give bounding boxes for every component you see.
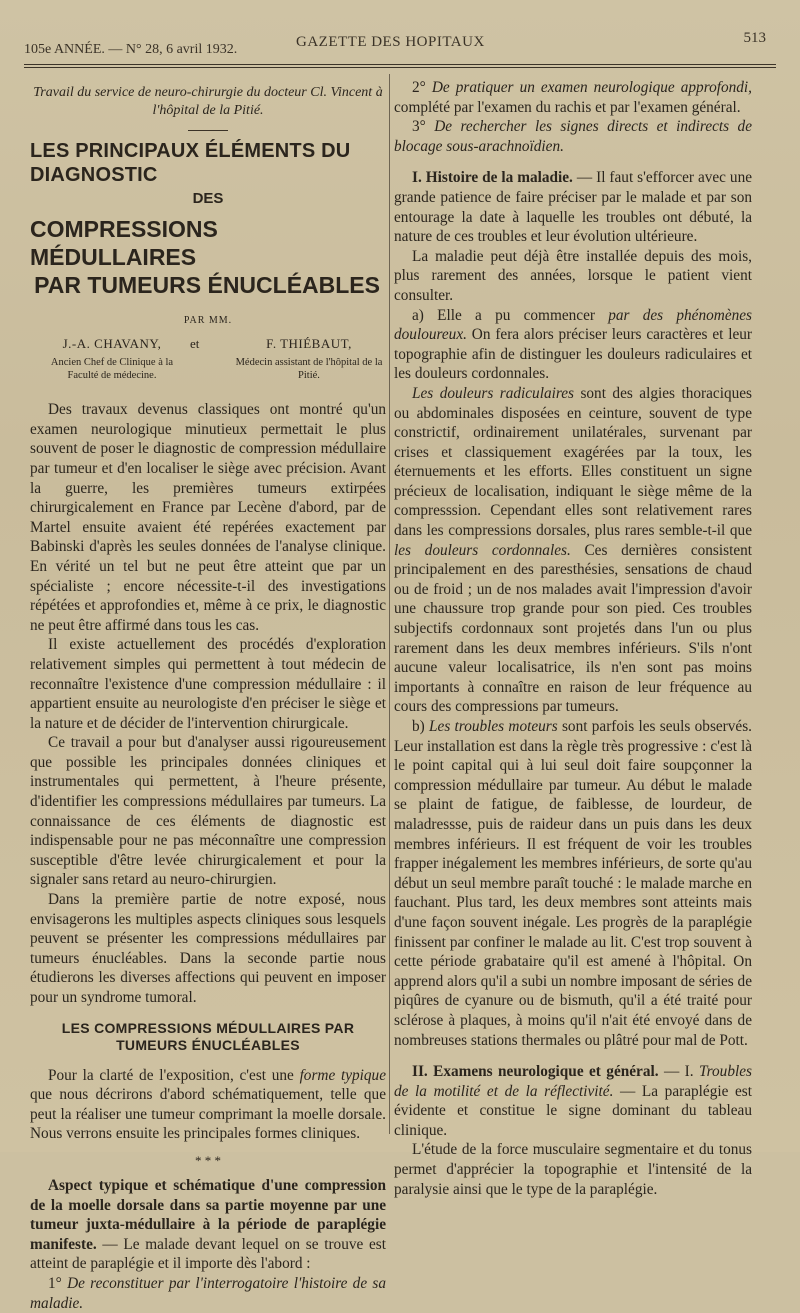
author-1-name: J.-A. CHAVANY, <box>62 336 162 352</box>
article-title-line1: LES PRINCIPAUX ÉLÉMENTS DU DIAGNOSTIC <box>30 140 351 186</box>
page-number: 513 <box>743 30 766 46</box>
paragraph: L'étude de la force musculaire segmentaire et du tonus permet d'apprécier la topographie et l'intensité de la paralysie ainsi que le type de la paraplégie. <box>394 1141 752 1198</box>
paragraph: Il existe actuellement des procédés d'exploration relativement simples qui permettent à tout médecin de reconnaître l'existence d'une compression médullaire : il appartient ensuite au neurologiste d'en préciser le siège et la nature et de décider de l'intervention chirurgicale. <box>30 636 386 732</box>
section-heading: LES COMPRESSIONS MÉDULLAIRES PAR TUMEURS ÉNUCLÉABLES <box>61 1019 355 1053</box>
publication-title: GAZETTE DES HOPITAUX <box>296 34 485 50</box>
list-item-3: 3° De rechercher les signes directs et indirects de blocage sous-arachnoïdien. <box>394 118 752 155</box>
section-stars: * * * <box>195 1152 221 1168</box>
paragraph-examens: II. Examens neurologique et général. — I. Troubles de la motilité et de la réflectivité. — La paraplégie est évidente et constitue le signe dominant du tableau clinique. <box>394 1063 752 1139</box>
article-title-line2: COMPRESSIONS MÉDULLAIRES <box>30 215 218 270</box>
article-title-line3: PAR TUMEURS ÉNUCLÉABLES <box>34 271 380 298</box>
paragraph: Dans la première partie de notre exposé, nous envisagerons les multiples aspects cliniques sous lesquels peuvent se présenter les compressions médullaires par tumeurs énucléables. Dans la seconde partie nous étudierons les diverses affections qui peuvent en imposer pour un syndrome tumoral. <box>30 891 386 1006</box>
author-2 <box>234 334 384 382</box>
author-1-affiliation: Ancien Chef de Clinique à la Faculté de médecine. <box>50 356 174 381</box>
short-rule <box>188 130 228 131</box>
column-divider <box>389 74 390 1134</box>
paragraph-aspect: Aspect typique et schématique d'une compression de la moelle dorsale dans sa partie moyenne par une tumeur juxta-médullaire à la période de paraplégie manifeste. — Le malade devant lequel on se trouve est atteint de paraplégie et il importe dès l'abord : <box>30 1176 386 1273</box>
right-column <box>394 78 752 1199</box>
service-note: Travail du service de neuro-chirurgie du docteur Cl. Vincent à l'hôpital de la Pitié. <box>33 85 383 118</box>
author-1 <box>42 334 182 382</box>
author-2-affiliation: Médecin assistant de l'hôpital de la Pitié. <box>235 356 383 381</box>
header-rule <box>24 64 776 68</box>
paragraph-b: b) Les troubles moteurs sont parfois les seuls observés. Leur installation est dans la règle très progressive : c'est là le point capital qui à lui seul doit faire soupçonner la compression médullaire par tumeur. Au début le malade se plaint de fatigue, de faiblesse, de lourdeur, de maladressse, puis de raideur dans un puis dans les deux membres inférieurs. Il est fréquent de voir les troubles frapper inégalement les membres inférieurs, de sorte qu'au début un seul membre paraît touché : le malade marche en fauchant. Plus tard, les deux membres sont atteints mais d'une façon souvent inégale. Les progrès de la paraplégie finissent par confiner le malade au lit. C'est trop souvent à cette période grabataire qu'il est amené à l'hôpital. On apprend alors qu'il a subi un nombre imposant de séries de piqûres de cyanure ou de bismuth, qu'il a été traité pour sclérose à plaques, à moins qu'il n'ait été envoyé dans de nombreuses stations thermales ou plâtré pour mal de Pott. <box>394 718 752 1049</box>
left-column <box>30 78 386 1313</box>
paragraph: Ce travail a pour but d'analyser aussi rigoureusement que possible les principales données cliniques et instrumentales qui permettent, à l'heure présente, d'identifier les compressions médullaires par tumeurs. La connaissance de ces éléments de diagnostic est indispensable pour ne pas méconnaître une compression susceptible d'être levée chirurgicalement et pour la signaler sans retard au neuro-chirurgien. <box>30 734 386 889</box>
list-item-1: 1° De reconstituer par l'interrogatoire l'histoire de sa maladie. <box>30 1274 387 1312</box>
paragraph-a: a) Elle a pu commencer par des phénomènes douloureux. On fera alors préciser leurs caractères et leur topographie afin de distinguer les douleurs radiculaires et les douleurs cordonnales. <box>394 306 752 383</box>
article-title-des: DES <box>192 190 224 207</box>
paragraph-histoire: I. Histoire de la maladie. — Il faut s'efforcer avec une grande patience de faire préciser par le malade et par son entourage la date à laquelle les troubles ont débuté, la nature de ces troubles et leur évolution ultérieure. <box>394 169 753 246</box>
author-conjunction: et <box>190 336 200 352</box>
page-header <box>24 30 776 64</box>
list-item-2: 2° De pratiquer un examen neurologique approfondi, complété par l'examen du rachis et par l'examen général. <box>394 79 752 116</box>
par-mm: PAR MM. <box>183 314 233 326</box>
paragraph-radiculaires: Les douleurs radiculaires sont des algies thoraciques ou abdominales disposées en ceinture, souvent de type constrictif, ordinairement unilatérales, survenant par crises et classiquement exagérées par la toux, les éternuements et les efforts. Elles constituent un signe précieux de localisation, indiquant le siège même de la compresssion. Cependant elles sont relativement rares dans les compressions dorsales, plus rares semble-t-il que les douleurs cordonnales. Ces dernières consistent principalement en des paresthésies, sensations de chaud ou de froid ; un de nos malades avait l'impression d'avoir une chaussure trop grande pour son pied. Ces troubles subjectifs cordonnaux sont projetés dans l'un ou plus rarement dans les deux membres inférieurs. S'ils n'ont aucune valeur localisatrice, ils n'en sont pas moins importants à connaître en raison de leur fréquence au cours des compressions par tumeurs. <box>394 384 753 716</box>
authors-block <box>30 334 386 400</box>
paragraph-clarte: Pour la clarté de l'exposition, c'est une forme typique que nous décrirons d'abord schématiquement, telle que peut la réaliser une tumeur comprimant la moelle dorsale. Nous verrons ensuite les principales formes cliniques. <box>30 1066 386 1143</box>
paragraph: Des travaux devenus classiques ont montré qu'un examen neurologique minutieux permettait le plus souvent de poser le diagnostic de compression médullaire par tumeur et d'en localiser le siège avec précision. Avant la guerre, les premières tumeurs extirpées chirurgicalement en France par Lecène d'abord, par de Martel ensuite avaient été repérées exactement par Babinski d'après les seules données de l'analyse clinique. En vérité un tel but ne peut être atteint que par un spécialiste ; encore nécessite-t-il des investigations répétées et approfondies et, même à ce prix, le diagnostic ne peut être affirmé dans tous les cas. <box>30 401 386 634</box>
paragraph: La maladie peut déjà être installée depuis des mois, plus rarement des années, lorsque le patient vient consulter. <box>394 247 752 304</box>
author-2-name: F. THIÉBAUT, <box>266 336 352 352</box>
issue-info: 105e ANNÉE. — N° 28, 6 avril 1932. <box>24 42 238 57</box>
